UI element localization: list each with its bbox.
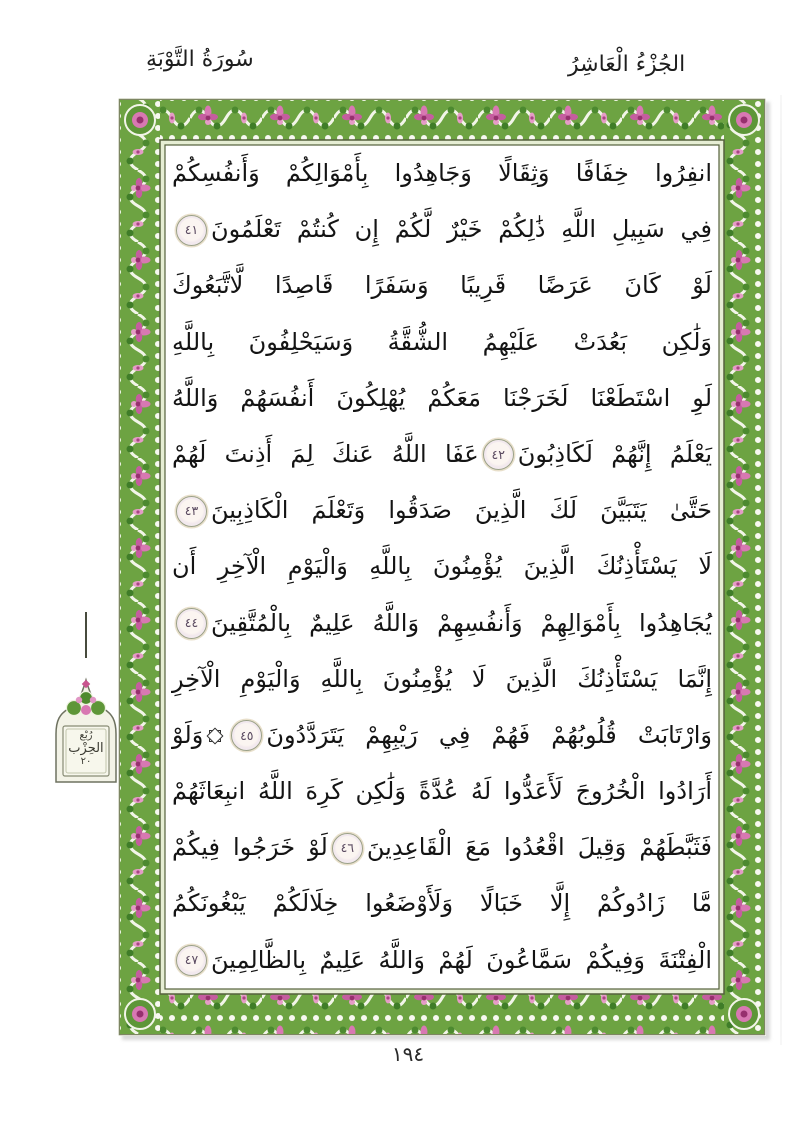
quran-text xyxy=(165,145,719,989)
quran-line xyxy=(172,651,712,707)
quran-line xyxy=(172,538,712,594)
ayah-number: ٤٢ xyxy=(491,446,505,462)
ayah-number: ٤٣ xyxy=(184,502,199,518)
ayah-number: ٤٤ xyxy=(184,615,199,631)
surah-title: سُورَةُ التَّوْبَةِ xyxy=(146,47,254,72)
marker-hizb-word: الحِزْب xyxy=(68,741,104,756)
ayah-text: إِنَّمَا يَسْتَأْذِنُكَ الَّذِينَ لَا يُؤْمِنُونَ بِاللَّهِ وَالْيَوْمِ الْآخِرِ xyxy=(172,664,712,693)
quran-line xyxy=(172,482,712,538)
quran-line xyxy=(172,875,712,931)
ayah-text: لَوْ كَانَ عَرَضًا قَرِيبًا وَسَفَرًا قَاصِدًا لَّاتَّبَعُوكَ xyxy=(172,271,712,300)
ayah-end-marker xyxy=(176,608,207,639)
corner-rosette-tr xyxy=(729,105,759,135)
ayah-text: مَّا زَادُوكُمْ إِلَّا خَبَالًا وَلَأَوْضَعُوا خِلَالَكُمْ يَبْغُونَكُمُ xyxy=(172,889,712,918)
ayah-number: ٤٦ xyxy=(340,840,355,855)
ayah-text: وَارْتَابَتْ قُلُوبُهُمْ فَهُمْ فِي رَيْبِهِمْ يَتَرَدَّدُونَ xyxy=(266,720,712,749)
ayah-text: أَرَادُوا الْخُرُوجَ لَأَعَدُّوا لَهُ عُدَّةً وَلَٰكِن كَرِهَ اللَّهُ انبِعَاثَهُمْ xyxy=(172,777,712,806)
quran-line xyxy=(172,707,712,763)
quran-line xyxy=(172,145,712,201)
ayah-end-marker xyxy=(483,439,514,470)
ayah-text: عَفَا اللَّهُ عَنكَ لِمَ أَذِنتَ لَهُمْ xyxy=(172,439,479,468)
corner-rosette-br xyxy=(729,999,759,1029)
quran-line xyxy=(172,370,712,426)
ayah-number: ٤٥ xyxy=(240,727,254,743)
corner-rosette-tl xyxy=(125,105,155,135)
quran-line xyxy=(172,201,712,257)
quran-line xyxy=(172,257,712,313)
marker-stem xyxy=(85,612,87,658)
ayah-end-marker xyxy=(176,215,207,246)
quran-line xyxy=(172,819,712,875)
ayah-text: يَعْلَمُ إِنَّهُمْ لَكَاذِبُونَ xyxy=(517,439,712,468)
marker-quarter-word: رُبْع xyxy=(79,730,93,741)
ayah-end-marker xyxy=(176,945,207,976)
ayah-text: لَوْ خَرَجُوا فِيكُمْ xyxy=(172,833,328,862)
ayah-text: انفِرُوا خِفَافًا وَثِقَالًا وَجَاهِدُوا بِأَمْوَالِكُمْ وَأَنفُسِكُمْ xyxy=(172,159,712,187)
rub-el-hizb-icon xyxy=(208,729,222,743)
corner-rosette-bl xyxy=(125,999,155,1029)
ayah-end-marker xyxy=(231,720,262,751)
ayah-end-marker xyxy=(176,496,207,527)
ayah-text: لَوِ اسْتَطَعْنَا لَخَرَجْنَا مَعَكُمْ يُهْلِكُونَ أَنفُسَهُمْ وَاللَّهُ xyxy=(172,383,712,412)
quran-line xyxy=(172,932,712,988)
ayah-end-marker xyxy=(332,833,363,864)
rub-hizb-margin-marker xyxy=(48,612,124,784)
quran-line xyxy=(172,763,712,819)
juz-title: الجُزْءُ الْعَاشِرُ xyxy=(568,52,686,77)
page-number: ١٩٤ xyxy=(391,1042,425,1066)
marker-hizb-number: ٢٠ xyxy=(80,756,92,767)
ayah-text: وَلَوْ xyxy=(172,720,204,749)
ayah-text: حَتَّىٰ يَتَبَيَّنَ لَكَ الَّذِينَ صَدَقُوا وَتَعْلَمَ الْكَاذِبِينَ xyxy=(211,496,712,525)
ayah-text: وَلَٰكِن بَعُدَتْ عَلَيْهِمُ الشُّقَّةُ وَسَيَحْلِفُونَ بِاللَّهِ xyxy=(172,327,712,356)
ayah-number: ٤١ xyxy=(184,221,199,237)
ayah-text: الْفِتْنَةَ وَفِيكُمْ سَمَّاعُونَ لَهُمْ وَاللَّهُ عَلِيمٌ بِالظَّالِمِينَ xyxy=(211,945,712,974)
marker-label xyxy=(62,730,110,768)
quran-line xyxy=(172,595,712,651)
ayah-text: يُجَاهِدُوا بِأَمْوَالِهِمْ وَأَنفُسِهِمْ وَاللَّهُ عَلِيمٌ بِالْمُتَّقِينَ xyxy=(211,608,712,637)
quran-line xyxy=(172,314,712,370)
page-scan-edge xyxy=(780,95,782,1045)
ayah-text: لَا يَسْتَأْذِنُكَ الَّذِينَ يُؤْمِنُونَ بِاللَّهِ وَالْيَوْمِ الْآخِرِ أَن xyxy=(172,552,712,581)
ayah-text: فَثَبَّطَهُمْ وَقِيلَ اقْعُدُوا مَعَ الْقَاعِدِينَ xyxy=(366,833,713,862)
ornamental-frame xyxy=(118,98,766,1036)
ayah-number: ٤٧ xyxy=(184,952,199,968)
quran-line xyxy=(172,426,712,482)
ayah-text: فِي سَبِيلِ اللَّهِ ذَٰلِكُمْ خَيْرٌ لَّكُمْ إِن كُنتُمْ تَعْلَمُونَ xyxy=(211,215,712,244)
